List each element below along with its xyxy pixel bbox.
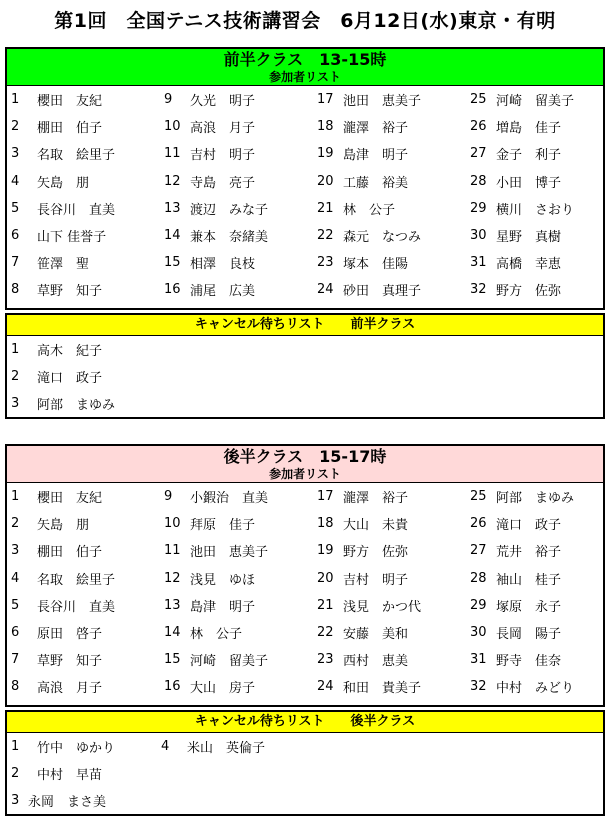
cancel-number: 4 <box>161 739 170 754</box>
participant-number: 32 <box>470 679 487 695</box>
participant-name: 浅見 ゆほ <box>190 572 256 588</box>
participant-number: 25 <box>470 92 487 108</box>
participant-name: 名取 絵里子 <box>37 148 116 164</box>
participant-number: 28 <box>470 570 487 586</box>
participant-entry <box>317 113 470 140</box>
participant-name: 島津 明子 <box>343 148 409 164</box>
participant-name: 長岡 陽子 <box>496 627 562 643</box>
participant-number: 11 <box>164 543 181 559</box>
cancel-entry <box>11 394 161 413</box>
participant-entry <box>470 673 610 700</box>
participant-number: 5 <box>11 200 20 216</box>
participant-name: 棚田 伯子 <box>37 121 103 137</box>
second-half-cancel-title: キャンセル待ちリスト 後半クラス <box>7 712 603 733</box>
participant-name: 渡辺 みな子 <box>190 202 269 218</box>
cancel-name: 中村 早苗 <box>37 768 103 783</box>
participant-entry <box>317 565 470 592</box>
cancel-entry <box>11 764 161 783</box>
participant-name: 池田 恵美子 <box>343 94 422 110</box>
participant-number: 6 <box>11 228 20 244</box>
participant-name: 西村 恵美 <box>343 654 409 670</box>
participant-number: 3 <box>11 146 20 162</box>
cancel-number: 1 <box>11 739 20 754</box>
participant-number: 20 <box>317 570 334 586</box>
participant-name: 浅見 かつ代 <box>343 599 422 615</box>
participant-name: 草野 知子 <box>37 284 103 300</box>
participant-name: 林 公子 <box>190 627 243 643</box>
participant-number: 8 <box>11 679 20 695</box>
participant-entry <box>470 222 610 249</box>
participant-entry <box>317 646 470 673</box>
cancel-number: 2 <box>11 766 20 781</box>
participant-number: 15 <box>164 255 181 271</box>
participant-entry <box>317 86 470 113</box>
participant-number: 22 <box>317 228 334 244</box>
participant-name: 棚田 伯子 <box>37 545 103 561</box>
first-half-subtitle: 参加者リスト <box>269 70 341 84</box>
participant-entry <box>11 592 164 619</box>
participant-entry <box>164 113 317 140</box>
participant-entry <box>470 537 610 564</box>
participant-name: 大山 房子 <box>190 681 256 697</box>
participant-number: 2 <box>11 119 20 135</box>
participant-name: 名取 絵里子 <box>37 572 116 588</box>
participant-entry <box>11 619 164 646</box>
participant-entry <box>11 249 164 276</box>
participant-entry <box>470 249 610 276</box>
participant-name: 櫻田 友紀 <box>37 491 103 507</box>
participant-name: 久光 明子 <box>190 94 256 110</box>
participant-number: 16 <box>164 282 181 298</box>
participant-entry <box>11 222 164 249</box>
participant-entry <box>11 195 164 222</box>
participant-number: 7 <box>11 255 20 271</box>
participant-number: 23 <box>317 652 334 668</box>
participant-entry <box>164 195 317 222</box>
participant-entry <box>470 483 610 510</box>
participant-name: 池田 恵美子 <box>190 545 269 561</box>
participant-entry <box>11 510 164 537</box>
participant-number: 18 <box>317 516 334 532</box>
participant-name: 森元 なつみ <box>343 230 422 246</box>
participant-name: 拜原 佳子 <box>190 518 256 534</box>
cancel-name: 阿部 まゆみ <box>37 398 116 413</box>
cancel-row <box>7 363 603 390</box>
second-half-cancel-box <box>5 710 605 816</box>
participant-name: 和田 貴美子 <box>343 681 422 697</box>
participant-entry <box>470 113 610 140</box>
participant-entry <box>317 483 470 510</box>
cancel-row <box>7 787 603 814</box>
participant-number: 31 <box>470 255 487 271</box>
participant-name: 櫻田 友紀 <box>37 94 103 110</box>
participant-number: 28 <box>470 173 487 189</box>
participant-entry <box>164 140 317 167</box>
participant-number: 4 <box>11 173 20 189</box>
participant-number: 27 <box>470 146 487 162</box>
participant-name: 瀧澤 裕子 <box>343 491 409 507</box>
first-half-cancel-list <box>7 336 603 417</box>
second-half-header <box>7 446 603 483</box>
participant-entry <box>164 510 317 537</box>
cancel-name: 永岡 まさ美 <box>28 795 107 810</box>
cancel-number: 3 <box>11 396 20 411</box>
participant-name: 横川 さおり <box>496 202 575 218</box>
second-half-cancel-list <box>7 733 603 814</box>
participant-entry <box>164 619 317 646</box>
cancel-name: 高木 紀子 <box>37 344 103 359</box>
second-half-title: 後半クラス 15-17時 <box>223 447 387 466</box>
participant-entry <box>317 195 470 222</box>
participant-entry <box>164 222 317 249</box>
participant-name: 星野 真樹 <box>496 230 562 246</box>
participant-entry <box>11 646 164 673</box>
second-half-participants-box <box>5 444 605 707</box>
participant-entry <box>317 592 470 619</box>
participant-name: 浦尾 広美 <box>190 284 256 300</box>
participant-name: 野方 佐弥 <box>343 545 409 561</box>
participant-name: 笹澤 聖 <box>37 257 90 273</box>
participant-name: 草野 知子 <box>37 654 103 670</box>
participant-name: 高浪 月子 <box>190 121 256 137</box>
second-half-subtitle: 参加者リスト <box>269 467 341 481</box>
participant-name: 安藤 美和 <box>343 627 409 643</box>
participant-number: 24 <box>317 679 334 695</box>
participant-number: 10 <box>164 516 181 532</box>
participant-entry <box>470 168 610 195</box>
participant-number: 19 <box>317 146 334 162</box>
cancel-entry <box>11 737 161 756</box>
first-half-title: 前半クラス 13-15時 <box>223 50 387 69</box>
participant-entry <box>317 510 470 537</box>
participant-entry <box>317 619 470 646</box>
participant-entry <box>11 537 164 564</box>
participant-number: 6 <box>11 625 20 641</box>
cancel-row <box>7 336 603 363</box>
participant-number: 29 <box>470 200 487 216</box>
first-half-cancel-title: キャンセル待ちリスト 前半クラス <box>7 315 603 336</box>
participant-name: 吉村 明子 <box>190 148 256 164</box>
participant-number: 21 <box>317 200 334 216</box>
participant-number: 1 <box>11 92 20 108</box>
participant-number: 12 <box>164 570 181 586</box>
participant-name: 大山 未貴 <box>343 518 409 534</box>
participant-entry <box>164 168 317 195</box>
participant-name: 砂田 真理子 <box>343 284 422 300</box>
participant-entry <box>11 276 164 303</box>
cancel-number: 1 <box>11 342 20 357</box>
participant-name: 小鍜治 直美 <box>190 491 269 507</box>
participant-number: 4 <box>11 570 20 586</box>
participant-name: 瀧澤 裕子 <box>343 121 409 137</box>
first-half-cancel-box <box>5 313 605 419</box>
participant-entry <box>470 195 610 222</box>
participant-number: 32 <box>470 282 487 298</box>
participant-number: 7 <box>11 652 20 668</box>
first-half-participant-grid <box>7 86 603 304</box>
cancel-number: 2 <box>11 369 20 384</box>
participant-name: 阿部 まゆみ <box>496 491 575 507</box>
participant-entry <box>164 592 317 619</box>
participant-name: 中村 みどり <box>496 681 575 697</box>
cancel-entry <box>161 737 265 756</box>
participant-number: 14 <box>164 228 181 244</box>
participant-name: 吉村 明子 <box>343 572 409 588</box>
participant-name: 野方 佐弥 <box>496 284 562 300</box>
participant-name: 荒井 裕子 <box>496 545 562 561</box>
participant-number: 15 <box>164 652 181 668</box>
participant-entry <box>11 483 164 510</box>
cancel-number: 3 <box>11 793 20 808</box>
participant-entry <box>164 565 317 592</box>
participant-number: 29 <box>470 597 487 613</box>
participant-name: 兼本 奈緒美 <box>190 230 269 246</box>
participant-name: 河崎 留美子 <box>190 654 269 670</box>
participant-entry <box>164 673 317 700</box>
participant-name: 原田 啓子 <box>37 627 103 643</box>
participant-number: 1 <box>11 489 20 505</box>
participant-entry <box>164 86 317 113</box>
participant-entry <box>164 537 317 564</box>
participant-name: 山下 佳誉子 <box>37 230 107 246</box>
participant-number: 18 <box>317 119 334 135</box>
participant-number: 30 <box>470 228 487 244</box>
participant-number: 30 <box>470 625 487 641</box>
participant-number: 9 <box>164 489 173 505</box>
participant-name: 塚本 佳陽 <box>343 257 409 273</box>
participant-entry <box>11 113 164 140</box>
participant-name: 矢島 朋 <box>37 175 90 191</box>
participant-number: 13 <box>164 597 181 613</box>
cancel-name: 滝口 政子 <box>37 371 103 386</box>
participant-entry <box>317 140 470 167</box>
participant-entry <box>164 646 317 673</box>
participant-number: 27 <box>470 543 487 559</box>
participant-number: 26 <box>470 516 487 532</box>
first-half-participants-box <box>5 47 605 310</box>
participant-number: 11 <box>164 146 181 162</box>
participant-name: 島津 明子 <box>190 599 256 615</box>
participant-name: 高橋 幸恵 <box>496 257 562 273</box>
participant-entry <box>11 673 164 700</box>
participant-entry <box>11 565 164 592</box>
participant-number: 19 <box>317 543 334 559</box>
participant-name: 高浪 月子 <box>37 681 103 697</box>
page-title: 第1回 全国テニス技術講習会 6月12日(水)東京・有明 <box>54 10 556 32</box>
cancel-row <box>7 733 603 760</box>
participant-number: 3 <box>11 543 20 559</box>
participant-number: 17 <box>317 489 334 505</box>
participant-name: 長谷川 直美 <box>37 599 116 615</box>
participant-entry <box>317 276 470 303</box>
participant-number: 16 <box>164 679 181 695</box>
participant-entry <box>317 168 470 195</box>
participant-number: 26 <box>470 119 487 135</box>
participant-entry <box>164 249 317 276</box>
participant-number: 31 <box>470 652 487 668</box>
participant-entry <box>317 537 470 564</box>
cancel-entry <box>11 367 161 386</box>
participant-name: 矢島 朋 <box>37 518 90 534</box>
participant-entry <box>11 140 164 167</box>
participant-entry <box>470 619 610 646</box>
participant-name: 長谷川 直美 <box>37 202 116 218</box>
participant-entry <box>317 222 470 249</box>
participant-number: 2 <box>11 516 20 532</box>
participant-entry <box>164 276 317 303</box>
participant-name: 相澤 良枝 <box>190 257 256 273</box>
participant-number: 17 <box>317 92 334 108</box>
participant-name: 塚原 永子 <box>496 599 562 615</box>
participant-name: 寺島 亮子 <box>190 175 256 191</box>
participant-number: 20 <box>317 173 334 189</box>
participant-entry <box>317 249 470 276</box>
participant-entry <box>470 646 610 673</box>
participant-name: 増島 佳子 <box>496 121 562 137</box>
participant-number: 5 <box>11 597 20 613</box>
participant-entry <box>470 565 610 592</box>
participant-number: 14 <box>164 625 181 641</box>
participant-name: 袖山 桂子 <box>496 572 562 588</box>
second-half-participant-grid <box>7 483 603 701</box>
participant-name: 河崎 留美子 <box>496 94 575 110</box>
participant-entry <box>317 673 470 700</box>
participant-name: 林 公子 <box>343 202 396 218</box>
cancel-name: 米山 英倫子 <box>187 741 266 756</box>
participant-number: 8 <box>11 282 20 298</box>
participant-name: 野寺 佳奈 <box>496 654 562 670</box>
participant-entry <box>470 86 610 113</box>
participant-number: 9 <box>164 92 173 108</box>
participant-number: 13 <box>164 200 181 216</box>
cancel-row <box>7 760 603 787</box>
cancel-entry <box>11 340 161 359</box>
participant-entry <box>470 140 610 167</box>
participant-entry <box>11 86 164 113</box>
participant-number: 12 <box>164 173 181 189</box>
participant-entry <box>470 276 610 303</box>
participant-name: 小田 博子 <box>496 175 562 191</box>
participant-number: 24 <box>317 282 334 298</box>
participant-entry <box>470 510 610 537</box>
participant-entry <box>470 592 610 619</box>
participant-name: 滝口 政子 <box>496 518 562 534</box>
first-half-header <box>7 49 603 86</box>
participant-name: 金子 利子 <box>496 148 562 164</box>
participant-number: 10 <box>164 119 181 135</box>
participant-number: 23 <box>317 255 334 271</box>
cancel-name: 竹中 ゆかり <box>37 741 116 756</box>
participant-number: 21 <box>317 597 334 613</box>
participant-number: 25 <box>470 489 487 505</box>
cancel-entry <box>11 791 161 810</box>
participant-entry <box>11 168 164 195</box>
cancel-row <box>7 390 603 417</box>
participant-number: 22 <box>317 625 334 641</box>
participant-entry <box>164 483 317 510</box>
participant-name: 工藤 裕美 <box>343 175 409 191</box>
